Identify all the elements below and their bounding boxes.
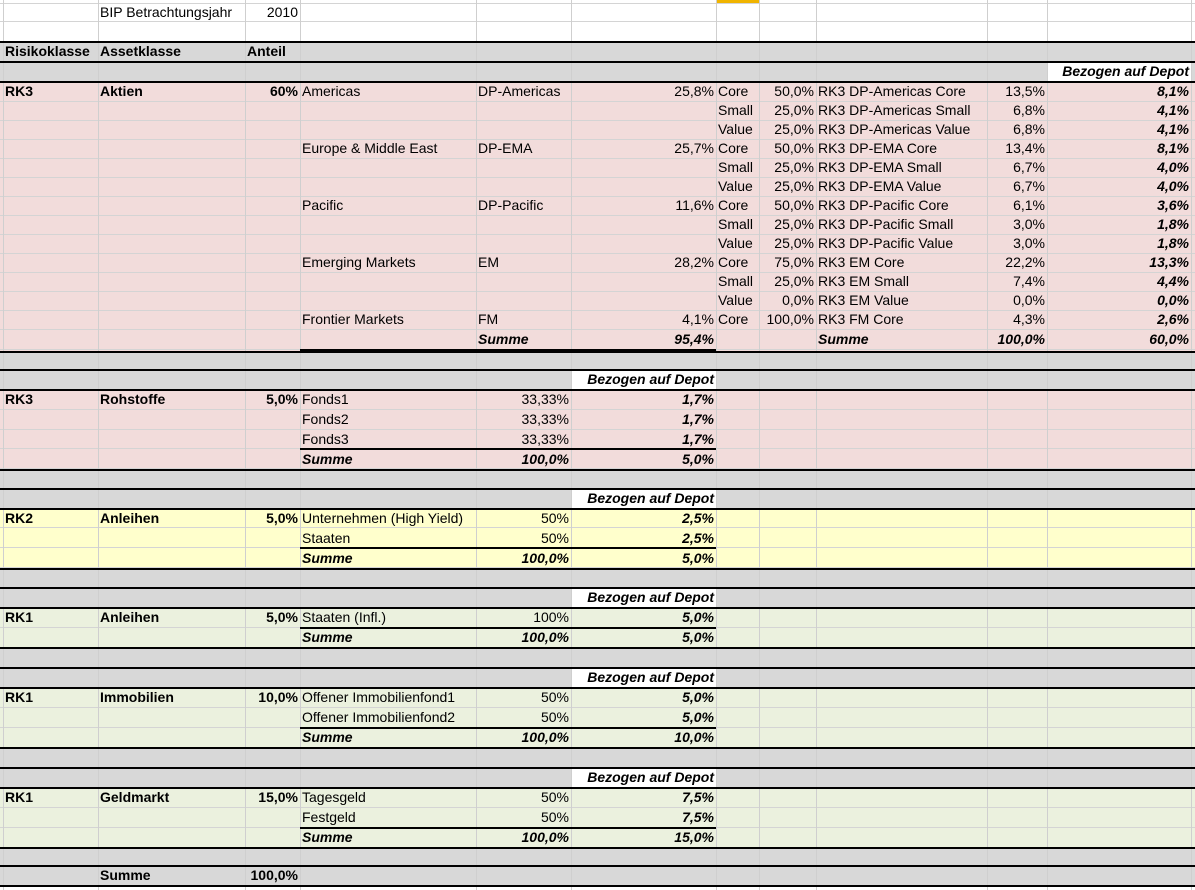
style-pct[interactable]: 25,0% [774,102,814,118]
summe-label[interactable]: Summe [478,331,529,347]
region-name[interactable]: Americas [302,83,361,99]
style[interactable]: Value [718,292,753,308]
style[interactable]: Small [718,273,754,289]
column-gridline [98,0,99,890]
depot-value[interactable]: 2,6% [1157,311,1189,327]
item-pct[interactable]: 50% [540,809,569,825]
region-share[interactable]: 11,6% [675,197,714,213]
anteil[interactable]: 60% [269,83,298,99]
section-border [0,747,1195,749]
fund-name[interactable]: RK3 DP-EMA Small [818,159,942,175]
assetklasse[interactable]: Aktien [100,83,143,99]
region-share[interactable]: 28,2% [674,254,714,270]
style[interactable]: Value [718,121,753,137]
style[interactable]: Core [718,197,749,213]
depot-value[interactable]: 3,6% [1157,197,1189,213]
style-pct[interactable]: 25,0% [774,121,814,137]
section-border [0,568,1195,570]
item-pct[interactable]: 50% [540,510,569,526]
summe-value[interactable]: 60,0% [1149,331,1189,347]
item-pct[interactable]: 50% [540,530,569,546]
item-pct[interactable]: 50% [540,689,569,705]
item-depot[interactable]: 2,5% [682,530,714,546]
risikoklasse[interactable]: RK1 [5,689,34,705]
section-border [0,885,1195,887]
region-code[interactable]: DP-EMA [478,140,533,156]
style-pct[interactable]: 25,0% [774,273,814,289]
portion[interactable]: 3,0% [1013,235,1045,251]
summe-value[interactable]: 100,0% [521,629,569,645]
fund-name[interactable]: RK3 DP-Pacific Core [818,197,949,213]
style-pct[interactable]: 0,0% [782,292,814,308]
style[interactable]: Core [718,140,749,156]
summe-value[interactable]: 5,0% [682,550,714,566]
style-pct[interactable]: 100,0% [766,311,814,327]
header-bezogen-auf-depot[interactable]: Bezogen auf Depot [1062,63,1189,79]
section-border [0,61,1195,63]
style-pct[interactable]: 25,0% [774,216,814,232]
depot-value[interactable]: 13,3% [1149,254,1189,270]
item-depot[interactable]: 1,7% [682,411,714,427]
summe-label[interactable]: Summe [302,729,353,745]
bip-label[interactable]: BIP Betrachtungsjahr [100,4,233,20]
region-share[interactable]: 25,7% [674,140,714,156]
summe-value[interactable]: 10,0% [674,729,714,745]
anteil[interactable]: 15,0% [258,789,298,805]
depot-value[interactable]: 4,0% [1157,178,1189,194]
risikoklasse[interactable]: RK2 [5,510,34,526]
region-code[interactable]: DP-Pacific [478,197,544,213]
column-gridline [245,0,246,890]
anteil[interactable]: 5,0% [266,510,298,526]
depot-value[interactable]: 8,1% [1157,83,1189,99]
section-border [0,469,1195,471]
fund-name[interactable]: RK3 FM Core [818,311,904,327]
item-depot[interactable]: 7,5% [682,789,714,805]
style[interactable]: Small [718,102,754,118]
selection-marker [717,0,759,3]
summe-value[interactable]: 100,0% [521,829,569,845]
item-name[interactable]: Tagesgeld [302,789,366,805]
fund-name[interactable]: RK3 DP-Pacific Value [818,235,954,251]
anteil[interactable]: 5,0% [266,609,298,625]
header-bezogen-auf-depot[interactable]: Bezogen auf Depot [587,769,714,785]
region-name[interactable]: Emerging Markets [302,254,416,270]
style[interactable]: Core [718,83,749,99]
item-name[interactable]: Staaten [302,530,351,546]
portion[interactable]: 13,4% [1005,140,1045,156]
portion[interactable]: 22,2% [1005,254,1045,270]
fund-name[interactable]: RK3 DP-Pacific Small [818,216,954,232]
summe-value[interactable]: 95,4% [674,331,714,347]
summe-value[interactable]: 100,0% [521,550,569,566]
item-name[interactable]: Fonds2 [302,411,349,427]
summe-value[interactable]: 5,0% [682,451,714,467]
risikoklasse[interactable]: RK1 [5,789,34,805]
fund-name[interactable]: RK3 DP-EMA Value [818,178,942,194]
item-depot[interactable]: 7,5% [682,809,714,825]
item-name[interactable]: Fonds1 [302,391,349,407]
item-name[interactable]: Festgeld [302,809,356,825]
assetklasse[interactable]: Geldmarkt [100,789,170,805]
assetklasse[interactable]: Anleihen [100,609,160,625]
summe-value[interactable]: 15,0% [674,829,714,845]
summe-label[interactable]: Summe [302,550,353,566]
anteil[interactable]: 10,0% [258,689,298,705]
header-bezogen-auf-depot[interactable]: Bezogen auf Depot [587,589,714,605]
portion[interactable]: 6,7% [1013,178,1045,194]
summe-value[interactable]: 100,0% [521,451,569,467]
style-pct[interactable]: 50,0% [774,197,814,213]
depot-value[interactable]: 4,1% [1157,121,1189,137]
region-share[interactable]: 25,8% [674,83,714,99]
assetklasse[interactable]: Anleihen [100,510,160,526]
fund-name[interactable]: RK3 EM Value [818,292,909,308]
summe-label[interactable]: Summe [302,829,353,845]
fund-name[interactable]: RK3 EM Core [818,254,905,270]
fund-name[interactable]: RK3 DP-Americas Value [818,121,971,137]
fund-name[interactable]: RK3 DP-EMA Core [818,140,938,156]
bip-year[interactable]: 2010 [266,4,298,20]
portion[interactable]: 7,4% [1013,273,1045,289]
item-depot[interactable]: 5,0% [682,609,714,625]
assetklasse[interactable]: Immobilien [100,689,174,705]
item-pct[interactable]: 33,33% [521,431,569,447]
section-border [0,847,1195,849]
section-border [0,647,1195,649]
depot-value[interactable]: 8,1% [1157,140,1189,156]
risikoklasse[interactable]: RK1 [5,609,34,625]
depot-value[interactable]: 4,1% [1157,102,1189,118]
fund-name[interactable]: RK3 DP-Americas Small [818,102,971,118]
portion[interactable]: 6,1% [1013,197,1045,213]
anteil[interactable]: 5,0% [266,391,298,407]
region-name[interactable]: Europe & Middle East [302,140,438,156]
total-label[interactable]: Summe [100,867,151,883]
header-bezogen-auf-depot[interactable]: Bezogen auf Depot [587,371,714,387]
region-code[interactable]: DP-Americas [478,83,561,99]
section-border [0,351,1195,353]
style[interactable]: Small [718,159,754,175]
item-pct[interactable]: 100% [533,609,569,625]
item-depot[interactable]: 1,7% [682,391,714,407]
style[interactable]: Value [718,178,753,194]
column-gridline [3,0,4,890]
summe-value[interactable]: 5,0% [682,629,714,645]
item-name[interactable]: Offener Immobilienfond2 [302,709,456,725]
style[interactable]: Value [718,235,753,251]
region-code[interactable]: FM [478,311,499,327]
item-name[interactable]: Offener Immobilienfond1 [302,689,456,705]
portion[interactable]: 6,8% [1013,121,1045,137]
header-bezogen-auf-depot[interactable]: Bezogen auf Depot [587,669,714,685]
summe-label[interactable]: Summe [302,629,353,645]
style-pct[interactable]: 50,0% [774,140,814,156]
summe-border [300,349,716,351]
item-pct[interactable]: 33,33% [521,411,569,427]
style-pct[interactable]: 50,0% [774,83,814,99]
item-depot[interactable]: 5,0% [682,709,714,725]
depot-value[interactable]: 0,0% [1157,292,1189,308]
item-pct[interactable]: 50% [540,709,569,725]
depot-value[interactable]: 4,4% [1157,273,1189,289]
header-risikoklasse[interactable]: Risikoklasse [5,43,90,59]
portion[interactable]: 0,0% [1013,292,1045,308]
portion[interactable]: 6,7% [1013,159,1045,175]
item-pct[interactable]: 33,33% [521,391,569,407]
item-name[interactable]: Unternehmen (High Yield) [302,510,464,526]
depot-value[interactable]: 1,8% [1157,216,1189,232]
summe-value[interactable]: 100,0% [997,331,1045,347]
item-name[interactable]: Staaten (Infl.) [302,609,387,625]
depot-value[interactable]: 4,0% [1157,159,1189,175]
style[interactable]: Core [718,311,749,327]
fund-name[interactable]: RK3 DP-Americas Core [818,83,966,99]
summe-label[interactable]: Summe [818,331,869,347]
item-depot[interactable]: 1,7% [682,431,714,447]
item-depot[interactable]: 2,5% [682,510,714,526]
total-value[interactable]: 100,0% [250,867,298,883]
header-assetklasse[interactable]: Assetklasse [100,43,181,59]
style[interactable]: Core [718,254,749,270]
region-name[interactable]: Pacific [302,197,344,213]
portion[interactable]: 6,8% [1013,102,1045,118]
region-code[interactable]: EM [478,254,499,270]
depot-value[interactable]: 1,8% [1157,235,1189,251]
risikoklasse[interactable]: RK3 [5,391,34,407]
portion[interactable]: 3,0% [1013,216,1045,232]
header-bezogen-auf-depot[interactable]: Bezogen auf Depot [587,490,714,506]
row-band [0,847,1195,865]
style-pct[interactable]: 75,0% [774,254,814,270]
style-pct[interactable]: 25,0% [774,235,814,251]
style[interactable]: Small [718,216,754,232]
item-name[interactable]: Fonds3 [302,431,349,447]
item-depot[interactable]: 5,0% [682,689,714,705]
portion[interactable]: 4,3% [1013,311,1045,327]
region-share[interactable]: 4,1% [682,311,714,327]
style-pct[interactable]: 25,0% [774,159,814,175]
summe-label[interactable]: Summe [302,451,353,467]
risikoklasse[interactable]: RK3 [5,83,34,99]
header-anteil[interactable]: Anteil [247,43,286,59]
region-name[interactable]: Frontier Markets [302,311,404,327]
summe-value[interactable]: 100,0% [521,729,569,745]
portion[interactable]: 13,5% [1005,83,1045,99]
row-band [0,61,1195,81]
assetklasse[interactable]: Rohstoffe [100,391,166,407]
column-gridline [1191,0,1192,890]
fund-name[interactable]: RK3 EM Small [818,273,910,289]
item-pct[interactable]: 50% [540,789,569,805]
style-pct[interactable]: 25,0% [774,178,814,194]
